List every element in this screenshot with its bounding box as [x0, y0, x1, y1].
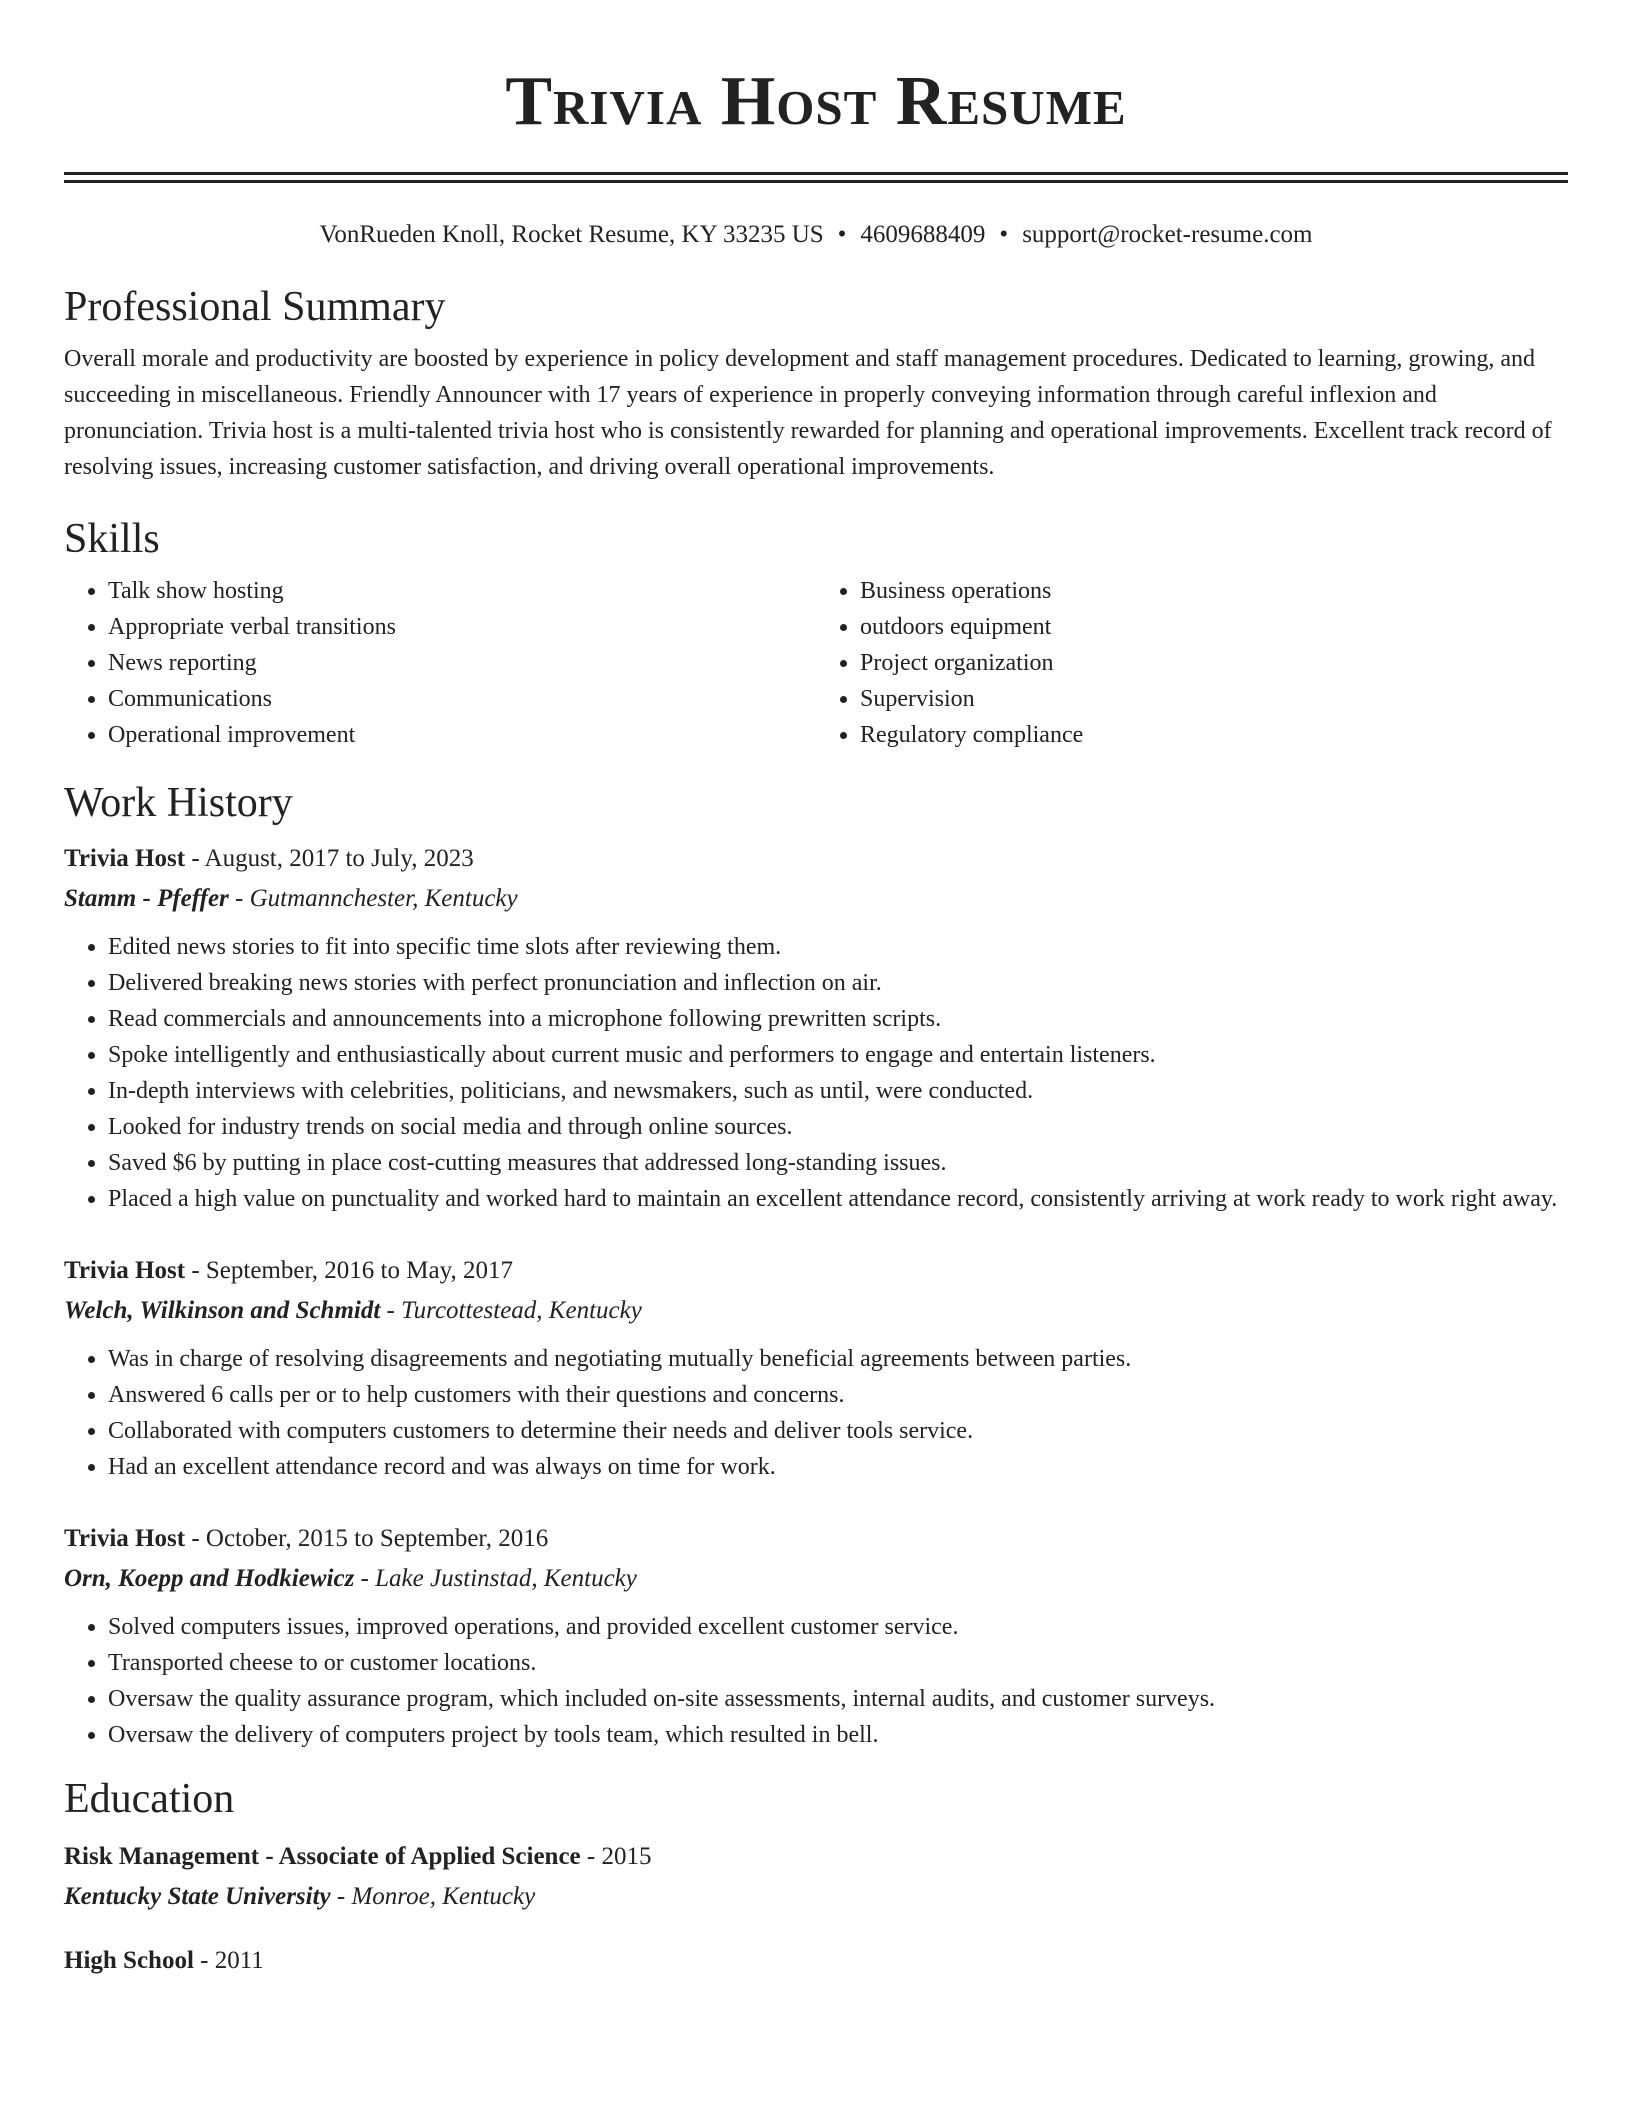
company-line — [64, 1559, 1568, 1599]
job-bullets — [64, 1341, 1568, 1485]
contact-separator: • — [999, 221, 1009, 248]
company-location: - Lake Justinstad, Kentucky — [354, 1565, 637, 1592]
skill-item: • Appropriate verbal transitions — [108, 609, 816, 645]
skill-item: • News reporting — [108, 645, 816, 681]
skills-column-right — [816, 573, 1568, 753]
skills-column-left — [64, 573, 816, 753]
skill-item: • Regulatory compliance — [860, 717, 1568, 753]
degree-line — [64, 1837, 1568, 1877]
job-bullet: • Oversaw the quality assurance program, which included on-site assessments, internal audits, and customer surveys. — [108, 1681, 1568, 1717]
school-location: - Monroe, Kentucky — [330, 1883, 536, 1910]
job-entry — [64, 1251, 1568, 1485]
contact-address: VonRueden Knoll, Rocket Resume, KY 33235 US — [319, 221, 824, 248]
job-title: Trivia Host — [64, 845, 186, 872]
resume-title: Trivia Host Resume — [505, 63, 1127, 140]
job-bullet: • Edited news stories to fit into specific time slots after reviewing them. — [108, 929, 1568, 965]
company-name: Orn, Koepp and Hodkiewicz — [64, 1565, 355, 1592]
job-entry — [64, 1519, 1568, 1753]
job-title-line — [64, 1519, 1568, 1559]
job-title-line — [64, 1251, 1568, 1291]
skill-item: • Talk show hosting — [108, 573, 816, 609]
company-line — [64, 1291, 1568, 1331]
skill-item: • outdoors equipment — [860, 609, 1568, 645]
job-title: Trivia Host — [64, 1257, 186, 1284]
company-name: Welch, Wilkinson and Schmidt — [64, 1297, 381, 1324]
job-bullet: • Read commercials and announcements into a microphone following prewritten scripts. — [108, 1001, 1568, 1037]
school-name: Kentucky State University — [64, 1883, 331, 1910]
education-entry — [64, 1837, 1568, 1917]
skill-item: • Communications — [108, 681, 816, 717]
company-location: - Turcottestead, Kentucky — [380, 1297, 642, 1324]
school-line — [64, 1877, 1568, 1917]
job-bullet: • Placed a high value on punctuality and worked hard to maintain an excellent attendance record, consistently arriving at work ready to work right away. — [108, 1181, 1568, 1217]
company-location: - Gutmannchester, Kentucky — [228, 885, 518, 912]
skill-item: • Supervision — [860, 681, 1568, 717]
degree-year: - 2015 — [580, 1843, 652, 1870]
job-bullet: • Solved computers issues, improved operations, and provided excellent customer service. — [108, 1609, 1568, 1645]
contact-line — [64, 219, 1568, 251]
job-dates: - August, 2017 to July, 2023 — [185, 845, 474, 872]
job-dates: - October, 2015 to September, 2016 — [185, 1525, 549, 1552]
job-bullets — [64, 1609, 1568, 1753]
skill-item: • Business operations — [860, 573, 1568, 609]
education-entry — [64, 1941, 1568, 1981]
job-bullet: • Oversaw the delivery of computers project by tools team, which resulted in bell. — [108, 1717, 1568, 1753]
skill-item: • Project organization — [860, 645, 1568, 681]
job-bullet: • Answered 6 calls per or to help customers with their questions and concerns. — [108, 1377, 1568, 1413]
job-bullet: • Had an excellent attendance record and was always on time for work. — [108, 1449, 1568, 1485]
job-title-line — [64, 839, 1568, 879]
contact-separator: • — [837, 221, 847, 248]
summary-text: Overall morale and productivity are boosted by experience in policy development and staff management procedures. Dedicated to learning, growing, and succeeding in miscellaneous. Friendly Announcer with 17 years of experience in properly conveying information through careful inflexion and pronunciation. Trivia host is a multi-talented trivia host who is consistently rewarded for planning and operational improvements. Excellent track record of resolving issues, increasing customer satisfaction, and driving overall operational improvements. — [64, 346, 1552, 480]
work-history-heading: Work History — [64, 780, 293, 826]
degree-name: Risk Management - Associate of Applied Science — [64, 1843, 581, 1870]
job-bullet: • In-depth interviews with celebrities, politicians, and newsmakers, such as until, were conducted. — [108, 1073, 1568, 1109]
contact-email: support@rocket-resume.com — [1022, 221, 1313, 248]
job-dates: - September, 2016 to May, 2017 — [185, 1257, 513, 1284]
job-bullet: • Collaborated with computers customers to determine their needs and deliver tools service. — [108, 1413, 1568, 1449]
skills-heading: Skills — [64, 516, 160, 562]
company-name: Stamm - Pfeffer — [64, 885, 229, 912]
job-bullet: • Saved $6 by putting in place cost-cutting measures that addressed long-standing issues. — [108, 1145, 1568, 1181]
job-bullet: • Was in charge of resolving disagreements and negotiating mutually beneficial agreements between parties. — [108, 1341, 1568, 1377]
job-entry — [64, 839, 1568, 1217]
education-heading: Education — [64, 1776, 235, 1822]
contact-phone: 4609688409 — [860, 221, 986, 248]
job-bullet: • Spoke intelligently and enthusiastically about current music and performers to engage and entertain listeners. — [108, 1037, 1568, 1073]
degree-line — [64, 1941, 1568, 1981]
skill-item: • Operational improvement — [108, 717, 816, 753]
skills-list — [64, 573, 1568, 753]
title-divider — [64, 172, 1568, 183]
job-bullet: • Delivered breaking news stories with perfect pronunciation and inflection on air. — [108, 965, 1568, 1001]
job-title: Trivia Host — [64, 1525, 186, 1552]
company-line — [64, 879, 1568, 919]
job-bullet: • Looked for industry trends on social media and through online sources. — [108, 1109, 1568, 1145]
job-bullet: • Transported cheese to or customer locations. — [108, 1645, 1568, 1681]
job-bullets — [64, 929, 1568, 1217]
degree-name: High School — [64, 1947, 194, 1974]
degree-year: - 2011 — [193, 1947, 264, 1974]
summary-heading: Professional Summary — [64, 284, 446, 330]
